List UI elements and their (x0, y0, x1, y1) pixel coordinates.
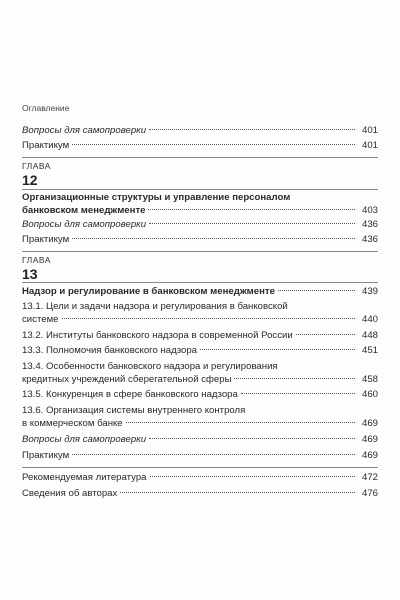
toc-entry: Практикум 436 (22, 234, 378, 245)
page-number: 440 (361, 314, 378, 325)
leader-dots (241, 393, 355, 394)
leader-dots (149, 438, 355, 439)
toc-entry: кредитных учреждений сберегательной сферы 458 (22, 374, 378, 385)
page-number: 436 (361, 219, 378, 230)
leader-dots (62, 318, 355, 319)
page-number: 472 (361, 472, 378, 483)
toc-entry: Вопросы для самопроверки 401 (22, 125, 378, 136)
page-number: 469 (361, 418, 378, 429)
leader-dots (148, 209, 355, 210)
chapter-label: ГЛАВА (22, 161, 51, 171)
toc-entry-line: 13.6. Организация системы внутреннего контроля (22, 405, 246, 416)
page-number: 439 (361, 286, 378, 297)
chapter-number: 12 (22, 172, 38, 188)
toc-entry-chapter-title: банковском менеджменте 403 (22, 205, 378, 216)
leader-dots (234, 378, 355, 379)
leader-dots (72, 144, 355, 145)
toc-entry: 13.2. Институты банковского надзора в современной России 448 (22, 330, 378, 341)
leader-dots (200, 349, 355, 350)
page-number: 403 (361, 205, 378, 216)
divider (22, 157, 378, 158)
page-number: 460 (361, 389, 378, 400)
toc-entry: Рекомендуемая литература 472 (22, 472, 378, 483)
toc-entry: системе 440 (22, 314, 378, 325)
chapter-label: ГЛАВА (22, 255, 51, 265)
page-number: 458 (361, 374, 378, 385)
toc-entry: Практикум 469 (22, 450, 378, 461)
leader-dots (126, 422, 355, 423)
toc-entry: в коммерческом банке 469 (22, 418, 378, 429)
toc-entry-chapter-title: Надзор и регулирование в банковском менеджменте 439 (22, 286, 378, 297)
leader-dots (149, 129, 355, 130)
page-number: 448 (361, 330, 378, 341)
divider (22, 251, 378, 252)
page-number: 401 (361, 140, 378, 151)
toc-entry: Практикум 401 (22, 140, 378, 151)
toc-entry-line: 13.4. Особенности банковского надзора и регулирования (22, 361, 278, 372)
chapter-title-line: Организационные структуры и управление персоналом (22, 192, 291, 203)
page-number: 451 (361, 345, 378, 356)
leader-dots (72, 238, 355, 239)
divider (22, 189, 378, 190)
chapter-number: 13 (22, 266, 38, 282)
leader-dots (149, 223, 355, 224)
page-number: 436 (361, 234, 378, 245)
running-header: Оглавление (22, 103, 70, 113)
toc-entry: 13.3. Полномочия банковского надзора 451 (22, 345, 378, 356)
page-number: 476 (361, 488, 378, 499)
leader-dots (120, 492, 355, 493)
leader-dots (72, 454, 355, 455)
toc-entry: Вопросы для самопроверки 469 (22, 434, 378, 445)
toc-entry: 13.5. Конкуренция в сфере банковского надзора 460 (22, 389, 378, 400)
page-number: 469 (361, 434, 378, 445)
page-number: 401 (361, 125, 378, 136)
page-number: 469 (361, 450, 378, 461)
divider (22, 282, 378, 283)
toc-entry: Сведения об авторах 476 (22, 488, 378, 499)
toc-entry-line: 13.1. Цели и задачи надзора и регулирования в банковской (22, 301, 288, 312)
toc-entry: Вопросы для самопроверки 436 (22, 219, 378, 230)
leader-dots (150, 476, 356, 477)
leader-dots (278, 290, 355, 291)
divider (22, 467, 378, 468)
leader-dots (296, 334, 355, 335)
